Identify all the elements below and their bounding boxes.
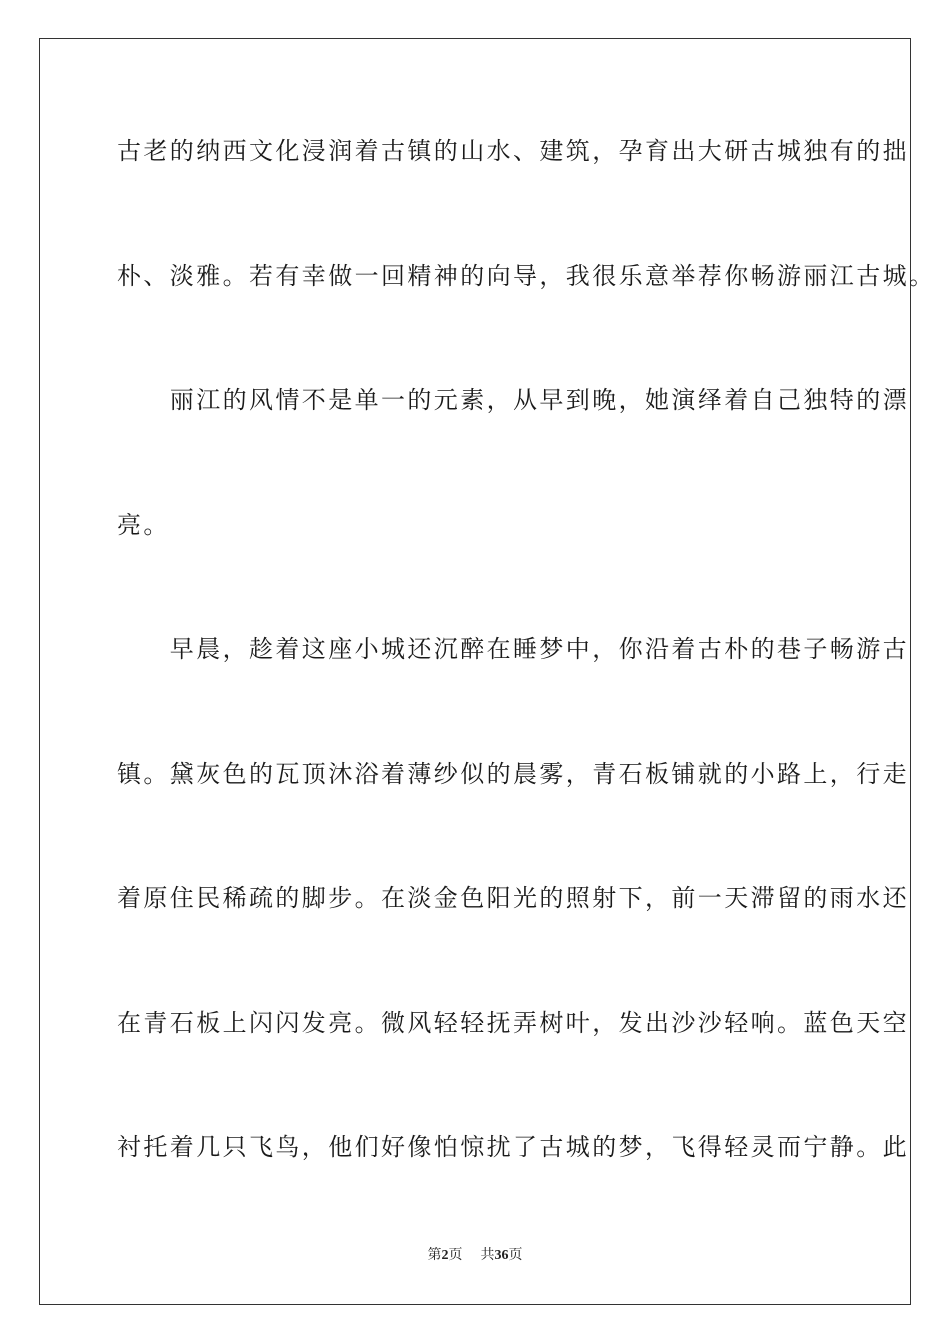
text-line: 着原住民稀疏的脚步。在淡金色阳光的照射下，前一天滞留的雨水还 [117,884,909,912]
page-suffix: 页 [448,1247,463,1263]
text-line: 丽江的风情不是单一的元素，从早到晚，她演绎着自己独特的漂 [117,386,909,414]
page-indicator [428,1247,463,1263]
text-line: 在青石板上闪闪发亮。微风轻轻抚弄树叶，发出沙沙轻响。蓝色天空 [117,1009,909,1037]
text-line: 朴、淡雅。若有幸做一回精神的向导，我很乐意举荐你畅游丽江古城。 [117,262,936,290]
page-footer [0,1245,950,1266]
text-line: 早晨，趁着这座小城还沉醉在睡梦中，你沿着古朴的巷子畅游古 [117,635,909,663]
total-prefix: 共 [480,1247,495,1263]
text-line: 亮。 [117,511,170,539]
text-line: 衬托着几只飞鸟，他们好像怕惊扰了古城的梦，飞得轻灵而宁静。此 [117,1133,909,1161]
text-line: 古老的纳西文化浸润着古镇的山水、建筑，孕育出大研古城独有的拙 [117,137,909,165]
text-line: 镇。黛灰色的瓦顶沐浴着薄纱似的晨雾，青石板铺就的小路上，行走 [117,760,909,788]
total-indicator [481,1247,523,1263]
total-suffix: 页 [508,1247,523,1263]
page-prefix: 第 [427,1247,442,1263]
page-border [39,38,936,1305]
total-pages: 36 [494,1248,509,1263]
page-number: 2 [441,1248,449,1263]
